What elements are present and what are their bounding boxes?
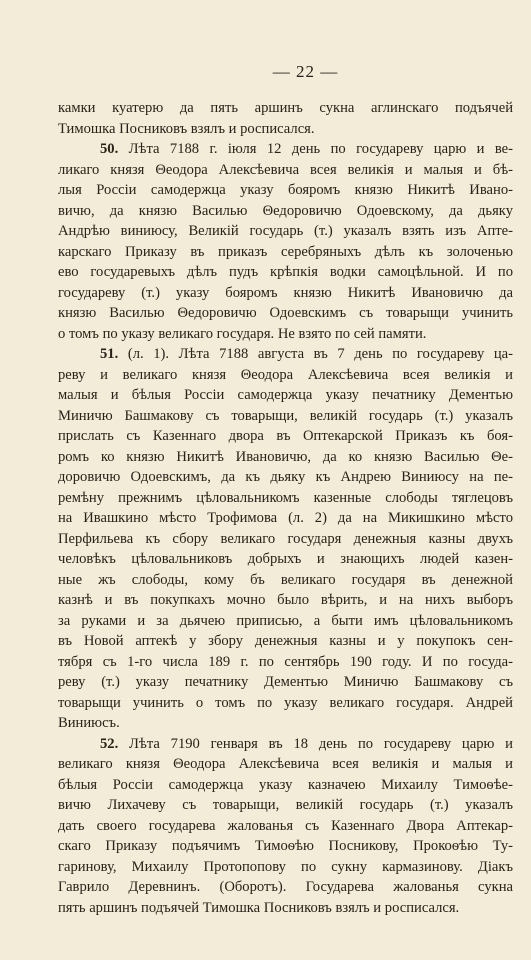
text-line xyxy=(58,242,513,263)
text-line xyxy=(58,324,513,345)
text-line xyxy=(58,303,513,324)
entry-number: 51. xyxy=(100,346,119,362)
line-text: Лѣта 7188 г. iюля 12 день по государеву царю и ве- xyxy=(128,141,514,157)
page-number: — 22 — xyxy=(272,62,339,81)
text-body xyxy=(58,98,513,918)
text-line xyxy=(58,180,513,201)
text-line xyxy=(58,467,513,488)
entry-number: 52. xyxy=(100,735,119,752)
text-line xyxy=(58,590,513,611)
line-text: реву (т.) указу печатнику Дементью Миничю Башмакову съ xyxy=(58,674,513,690)
text-line xyxy=(58,693,513,714)
line-text: бѣлыя Россiи самодержца указу казначею Михаилу Тимоѳѣе- xyxy=(58,776,513,793)
line-text: о томъ по указу великаго государя. Не взято по сей памяти. xyxy=(58,325,427,342)
line-text: за руками и за дьячею приписью, а быти имъ цѣловальникомъ xyxy=(58,612,513,629)
line-text: вичю Лихачеву съ товарыщи, великiй государь (т.) указалъ xyxy=(58,797,513,813)
text-line xyxy=(58,262,513,283)
line-text: лыя Россiи самодержца указу бояромъ князю Никитѣ Ивано- xyxy=(58,182,513,198)
text-line xyxy=(58,795,513,816)
entry-continuation xyxy=(58,98,513,139)
line-text: доровичю Одоевскимъ, да къ дьяку къ Андрею Виниюсу на пе- xyxy=(58,469,513,485)
text-line xyxy=(58,775,513,796)
line-text: ромъ ко князю Никитѣ Ивановичю, да ко князю Василью Θе- xyxy=(58,448,513,465)
line-text: въ Новой аптекѣ у збору денежныя казны и у покупокъ сен- xyxy=(58,633,513,649)
line-text: скаго Приказу подъячимъ Тимоѳѣю Посникову, Прокоѳѣю Ту- xyxy=(58,838,513,854)
line-text: товарыщи учинить о томъ по указу великаго государя. Андрей xyxy=(58,694,513,711)
text-line xyxy=(58,508,513,529)
line-text: Миничю Башмакову съ товарыщи, великiй государь (т.) указалъ xyxy=(58,407,513,424)
line-text: ные жъ слободы, кому бъ великаго государя въ денежной xyxy=(58,571,513,588)
line-text: Виниюсъ. xyxy=(58,715,120,731)
line-text: ликаго князя Θеодора Алексѣевича всея великiя и малыя и бѣ- xyxy=(58,161,513,178)
line-text: государеву (т.) указу бояромъ князю Никитѣ Ивановичю да xyxy=(58,284,513,301)
line-text: князю Василью Θедоровичю Одоевскимъ съ товарыщи учинить xyxy=(58,305,513,321)
entry-51 xyxy=(58,344,513,734)
line-text: ево государевыхъ дѣлъ пудъ крѣпкiя водки самоцѣльной. И по xyxy=(58,264,513,280)
text-line xyxy=(58,529,513,550)
line-text: великаго князя Θеодора Алексѣевича всея великiя и малыя и xyxy=(58,756,513,772)
entry-50 xyxy=(58,139,513,344)
text-line xyxy=(58,201,513,222)
line-text: вичю, да князю Василью Θедоровичю Одоевскому, да дьяку xyxy=(58,202,513,219)
text-line xyxy=(58,365,513,386)
text-line xyxy=(58,139,513,160)
text-line xyxy=(58,447,513,468)
line-text: Лѣта 7190 генваря въ 18 день по государеву царю и xyxy=(129,735,513,752)
text-line xyxy=(58,344,513,365)
line-text: казнѣ и въ покупкахъ мочно было вѣрить, и на нихъ выборъ xyxy=(58,592,513,608)
line-text: малыя и бѣлыя Россiи самодержца указу печатнику Дементью xyxy=(58,387,513,403)
entry-52 xyxy=(58,734,513,919)
text-line xyxy=(58,754,513,775)
text-line xyxy=(58,98,513,119)
text-line xyxy=(58,898,513,919)
text-line xyxy=(58,857,513,878)
line-text: гаринову, Михаилу Протопопову по сукну кармазинову. Дiакъ xyxy=(58,858,513,875)
text-line xyxy=(58,877,513,898)
text-line xyxy=(58,221,513,242)
text-line xyxy=(58,385,513,406)
text-line xyxy=(58,816,513,837)
line-text: Тимошка Посниковъ взялъ и росписался. xyxy=(58,120,315,137)
line-text: дать своего государева жалованья съ Казеннаго Двора Аптекар- xyxy=(58,817,513,834)
text-line xyxy=(58,652,513,673)
line-text: Гаврило Деревнинъ. (Оборотъ). Государева жалованья сукна xyxy=(58,879,513,895)
line-text: (л. 1). Лѣта 7188 августа въ 7 день по государеву ца- xyxy=(127,346,513,362)
line-text: карскаго Приказу въ приказъ серебряныхъ дѣлъ къ золоченью xyxy=(58,243,513,260)
text-line xyxy=(58,611,513,632)
text-line xyxy=(58,672,513,693)
text-line xyxy=(58,488,513,509)
text-line xyxy=(58,160,513,181)
line-text: тября съ 1-го числа 189 г. по сентябрь 190 году. И по госуда- xyxy=(58,653,513,670)
text-line xyxy=(58,734,513,755)
text-line xyxy=(58,570,513,591)
line-text: прислать съ Казеннаго двора въ Оптекарской Приказъ къ боя- xyxy=(58,428,513,444)
text-line xyxy=(58,283,513,304)
text-line xyxy=(58,549,513,570)
text-line xyxy=(58,836,513,857)
line-text: камки куатерю да пять аршинъ сукна аглинскаго подъячей xyxy=(58,100,513,116)
line-text: на Ивашкино мѣсто Трофимова (л. 2) да на Микишкино мѣсто xyxy=(58,510,513,526)
text-line xyxy=(58,713,513,734)
line-text: Андрѣю виниюсу, Великiй государь (т.) указалъ взять изъ Апте- xyxy=(58,223,513,239)
line-text: реву и великаго князя Θеодора Алексѣевича всея великiя и xyxy=(58,366,513,383)
text-line xyxy=(58,631,513,652)
line-text: Перфильева къ сбору великаго государя денежныя казны двухъ xyxy=(58,530,513,547)
line-text: пять аршинъ подъячей Тимошка Посниковъ взялъ и росписался. xyxy=(58,899,460,916)
line-text: человѣкъ цѣловальниковъ добрыхъ и знающихъ людей казен- xyxy=(58,551,513,567)
entry-number: 50. xyxy=(100,141,119,157)
text-line xyxy=(58,406,513,427)
line-text: ремѣну прежнимъ цѣловальникомъ казенные слободы тяглецовъ xyxy=(58,489,513,506)
text-line xyxy=(58,119,513,140)
text-line xyxy=(58,426,513,447)
